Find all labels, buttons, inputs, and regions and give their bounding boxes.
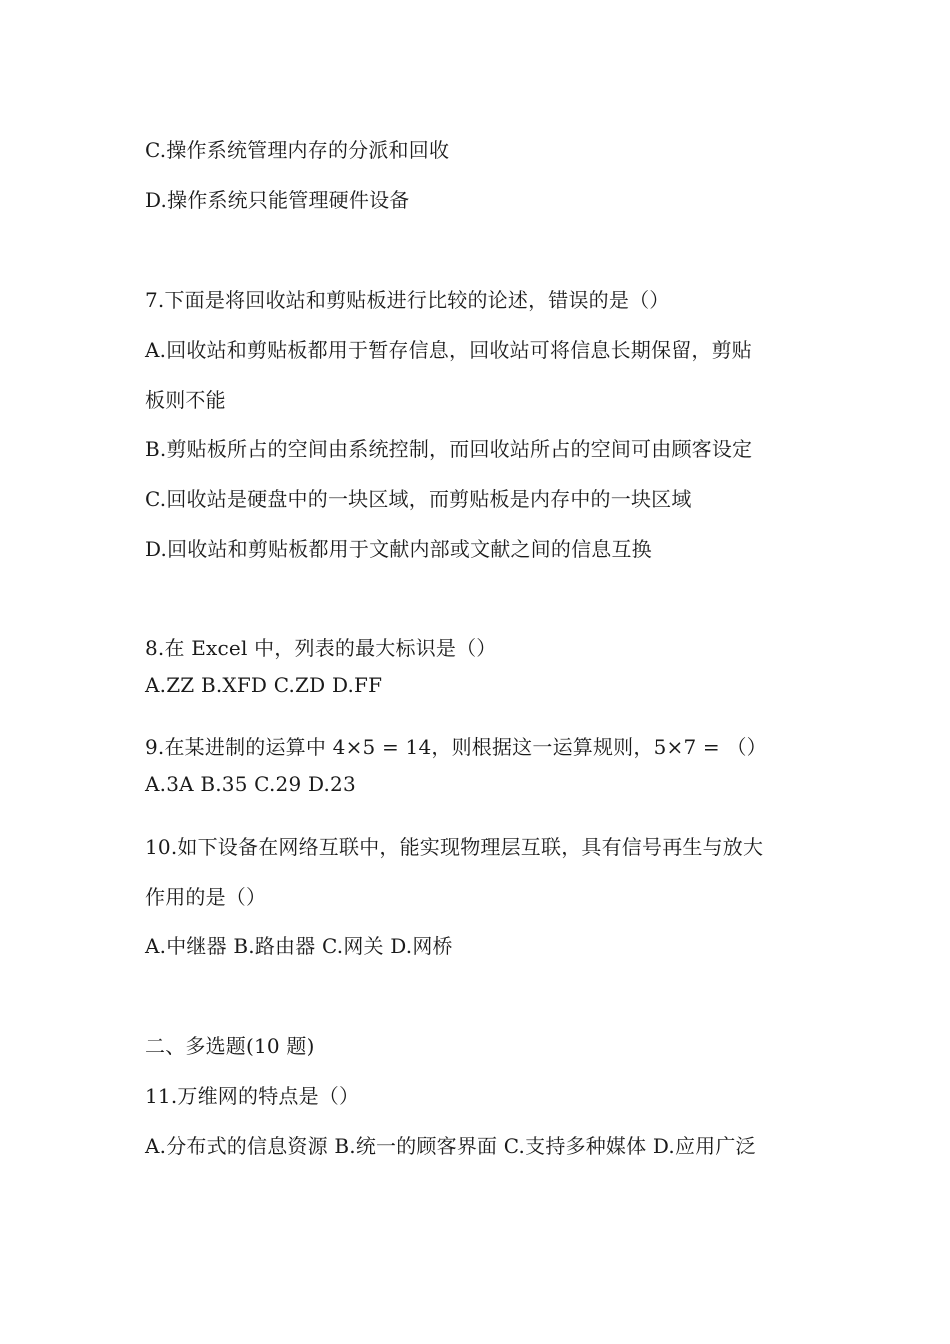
q10-stem-line1: 10.如下设备在网络互联中，能实现物理层互联，具有信号再生与放大 — [145, 835, 764, 859]
q7-stem: 7.下面是将回收站和剪贴板进行比较的论述，错误的是（） — [145, 288, 670, 312]
q11-options: A.分布式的信息资源 B.统一的顾客界面 C.支持多种媒体 D.应用广泛 — [145, 1134, 756, 1158]
q7-option-a-line1: A.回收站和剪贴板都用于暂存信息，回收站可将信息长期保留，剪贴 — [145, 338, 753, 362]
q11-stem: 11.万维网的特点是（） — [145, 1084, 360, 1108]
q7-option-c: C.回收站是硬盘中的一块区域，而剪贴板是内存中的一块区域 — [145, 487, 692, 511]
q10-stem-line2: 作用的是（） — [145, 885, 267, 909]
q10-options: A.中继器 B.路由器 C.网关 D.网桥 — [145, 934, 453, 958]
q7-option-d: D.回收站和剪贴板都用于文献内部或文献之间的信息互换 — [145, 537, 652, 561]
section-heading: 二、多选题(10 题) — [145, 1034, 315, 1058]
q6-option-d: D.操作系统只能管理硬件设备 — [145, 188, 410, 212]
q9-stem: 9.在某进制的运算中 4×5 = 14，则根据这一运算规则，5×7 = （） — [145, 735, 767, 759]
q8-stem: 8.在 Excel 中，列表的最大标识是（） — [145, 636, 497, 660]
q8-options: A.ZZ B.XFD C.ZD D.FF — [145, 673, 383, 697]
q7-option-a-line2: 板则不能 — [145, 388, 226, 412]
q9-options: A.3A B.35 C.29 D.23 — [145, 772, 356, 796]
q7-option-b: B.剪贴板所占的空间由系统控制，而回收站所占的空间可由顾客设定 — [145, 437, 753, 461]
q6-option-c: C.操作系统管理内存的分派和回收 — [145, 138, 450, 162]
